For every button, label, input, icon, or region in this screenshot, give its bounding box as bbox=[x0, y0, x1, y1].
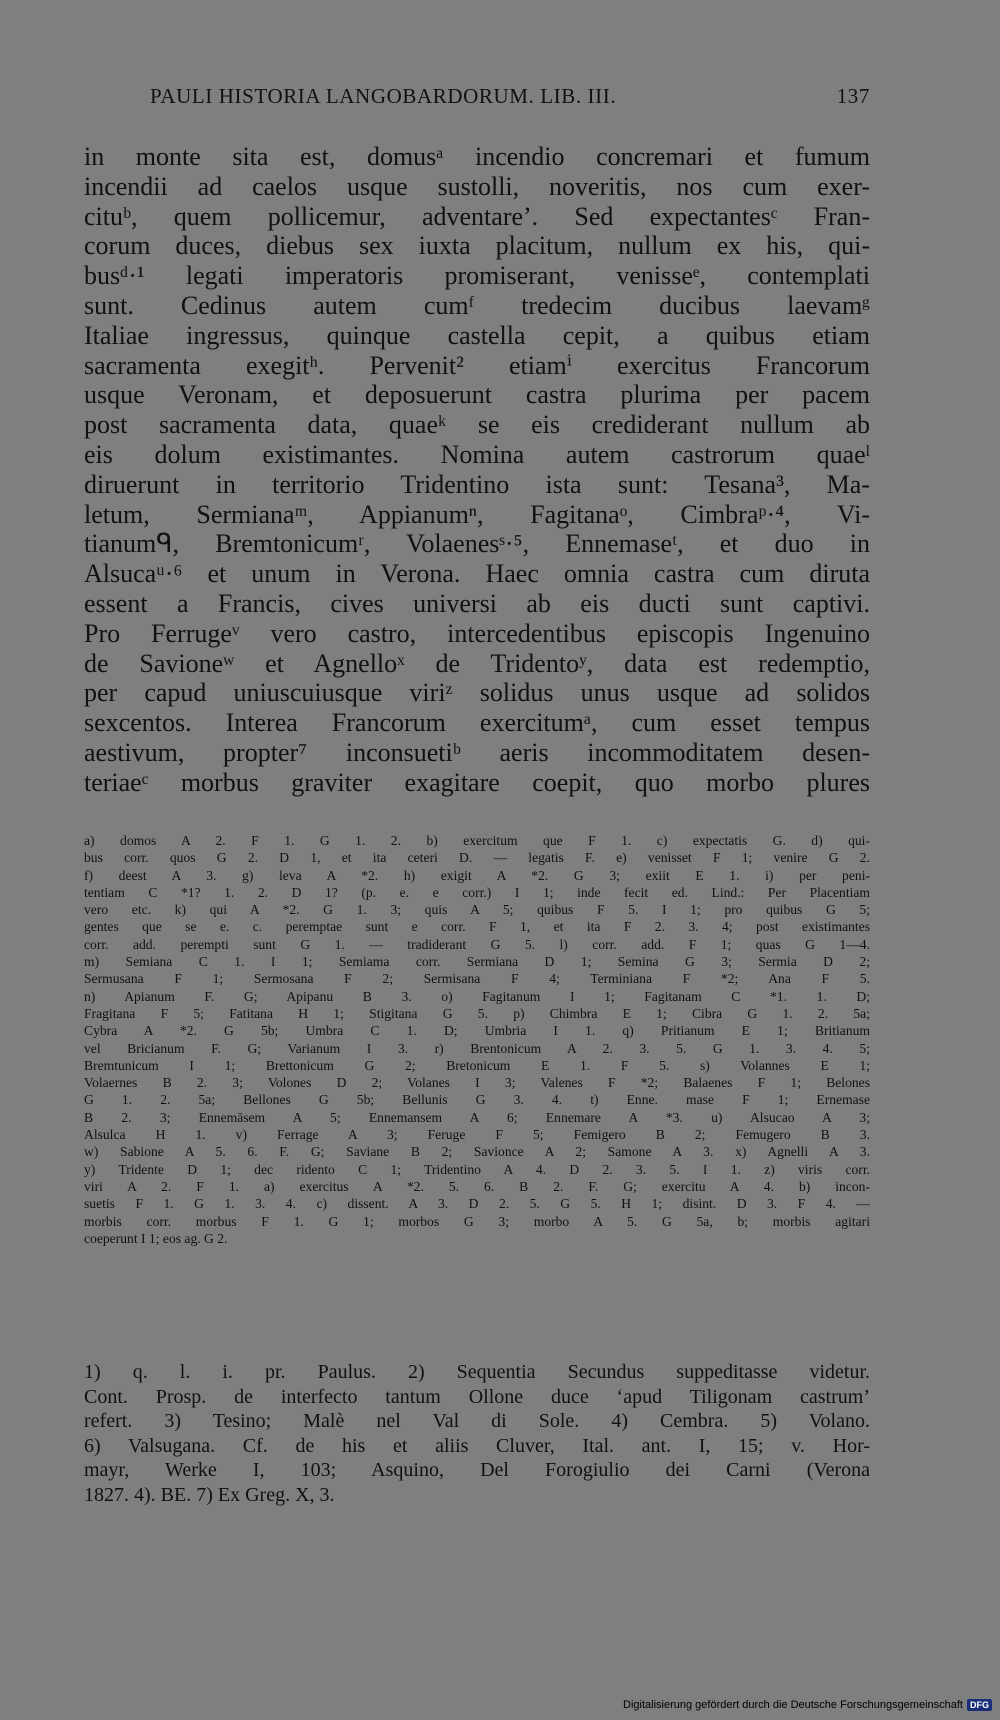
text-line: eis dolum existimantes. Nomina autem castrorum quaeˡ bbox=[84, 439, 870, 469]
text-line: busᵈ·¹ legati imperatoris promiserant, venisseᵉ, contemplati bbox=[84, 261, 870, 291]
main-text bbox=[84, 142, 870, 798]
apparatus-line: tentiam C *1? 1. 2. D 1? (p. e. e corr.) I 1; inde fecit ed. Lind.: Per Placentiam bbox=[84, 884, 870, 900]
text-line: Alsucaᵘ·⁶ et unum in Verona. Haec omnia castra cum diruta bbox=[84, 559, 870, 589]
credit-text: Digitalisierung gefördert durch die Deutsche Forschungsgemeinschaft bbox=[623, 1699, 963, 1711]
apparatus-line: Volaernes B 2. 3; Volones D 2; Volanes I 3; Valenes F *2; Balaenes F 1; Belones bbox=[84, 1075, 870, 1091]
apparatus-line: Fragitana F 5; Fatitana H 1; Stigitana G 5. p) Chimbra E 1; Cibra G 1. 2. 5a; bbox=[84, 1005, 870, 1021]
apparatus-line: corr. add. perempti sunt G 1. — tradiderant G 5. l) corr. add. F 1; quas G 1—4. bbox=[84, 936, 870, 952]
apparatus-line: morbis corr. morbus F 1. G 1; morbos G 3; morbo A 5. G 5a, b; morbis agitari bbox=[84, 1213, 870, 1229]
footnote-line: mayr, Werke I, 103; Asquino, Del Forogiulio dei Carni (Verona bbox=[84, 1459, 870, 1481]
page-number: 137 bbox=[836, 84, 870, 108]
footnotes bbox=[84, 1360, 870, 1507]
running-header bbox=[150, 84, 870, 114]
apparatus-line: y) Tridente D 1; dec ridento C 1; Tridentino A 4. D 2. 3. 5. I 1. z) viris corr. bbox=[84, 1161, 870, 1177]
apparatus-line: B 2. 3; Ennemāsem A 5; Ennemansem A 6; Ennemare A *3. u) Alsucao A 3; bbox=[84, 1109, 870, 1125]
text-line: Italiae ingressus, quinque castella cepit, a quibus etiam bbox=[84, 320, 870, 350]
text-line: Pro Ferrugeᵛ vero castro, intercedentibus episcopis Ingenuino bbox=[84, 618, 870, 648]
text-line: teriaeᶜ morbus graviter exagitare coepit, quo morbo plures bbox=[84, 767, 870, 797]
text-line: letum, Sermianaᵐ, Appianumⁿ, Fagitanaᵒ, Cimbraᵖ·⁴, Vi- bbox=[84, 499, 870, 529]
footnote-line: 6) Valsugana. Cf. de his et aliis Cluver, Ital. ant. I, 15; v. Hor- bbox=[84, 1434, 870, 1457]
text-line: usque Veronam, et deposuerunt castra plurima per pacem bbox=[84, 380, 870, 410]
apparatus-line: coeperunt I 1; eos ag. G 2. bbox=[84, 1230, 228, 1246]
text-line: sunt. Cedinus autem cumᶠ tredecim ducibus laevamᵍ bbox=[84, 290, 870, 320]
text-line: per capud uniuscuiusque viriᶻ solidus unus usque ad solidos bbox=[84, 678, 870, 708]
apparatus-line: suetis F 1. G 1. 3. 4. c) dissent. A 3. D 2. 5. G 5. H 1; disint. D 3. F 4. — bbox=[84, 1196, 870, 1212]
apparatus-line: Cybra A *2. G 5b; Umbra C 1. D; Umbria I 1. q) Pritianum E 1; Britianum bbox=[84, 1023, 870, 1039]
text-line: corum duces, diebus sex iuxta placitum, nullum ex his, qui- bbox=[84, 231, 870, 261]
apparatus-line: vel Bricianum F. G; Varianum I 3. r) Brentonicum A 2. 3. 5. G 1. 3. 4. 5; bbox=[84, 1040, 870, 1056]
apparatus-line: bus corr. quos G 2. D 1, et ita ceteri D. — legatis F. e) venisset F 1; venire G 2. bbox=[84, 850, 870, 866]
apparatus-line: w) Sabione A 5. 6. F. G; Saviane B 2; Savionce A 2; Samone A 3. x) Agnelli A 3. bbox=[84, 1144, 870, 1160]
text-line: cituᵇ, quem pollicemur, adventare’. Sed expectantesᶜ Fran- bbox=[84, 201, 870, 231]
text-line: sacramenta exegitʰ. Pervenit² etiamⁱ exercitus Francorum bbox=[84, 350, 870, 380]
apparatus-line: a) domos A 2. F 1. G 1. 2. b) exercitum que F 1. c) expectatis G. d) qui- bbox=[84, 833, 870, 848]
text-line: essent a Francis, cives universi ab eis ducti sunt captivi. bbox=[84, 588, 870, 618]
apparatus-line: vero etc. k) qui A *2. G 1. 3; quis A 5; quibus F 5. I 1; pro quibus G 5; bbox=[84, 902, 870, 918]
apparatus-line: viri A 2. F 1. a) exercitus A *2. 5. 6. B 2. F. G; exercitu A 4. b) incon- bbox=[84, 1178, 870, 1194]
apparatus-line: n) Apianum F. G; Apipanu B 3. o) Fagitanum I 1; Fagitanam C *1. 1. D; bbox=[84, 988, 870, 1004]
text-line: tianumᑫ, Bremtonicumʳ, Volaenesˢ·⁵, Ennemaseᵗ, et duo in bbox=[84, 529, 870, 559]
footnote-line: Cont. Prosp. de interfecto tantum Ollone duce ‘apud Tiligonam castrum’ bbox=[84, 1385, 870, 1408]
apparatus-line: f) deest A 3. g) leva A *2. h) exigit A *2. G 3; exiit E 1. i) per peni- bbox=[84, 867, 870, 883]
digitization-credit bbox=[623, 1699, 992, 1711]
apparatus-line: gentes que se e. c. peremptae sunt e corr. F 1, et ita F 2. 3. 4; post existimantes bbox=[84, 919, 870, 935]
apparatus-line: Bremtunicum I 1; Brettonicum G 2; Bretonicum E 1. F 5. s) Volannes E 1; bbox=[84, 1057, 870, 1073]
apparatus-line: Sermusana F 1; Sermosana F 2; Sermisana F 4; Terminiana F *2; Ana F 5. bbox=[84, 971, 870, 987]
footnote-line: 1827. 4). BE. 7) Ex Greg. X, 3. bbox=[84, 1483, 335, 1506]
text-line: diruerunt in territorio Tridentino ista sunt: Tesana³, Ma- bbox=[84, 469, 870, 499]
apparatus-line: m) Semiana C 1. I 1; Semiama corr. Sermiana D 1; Semina G 3; Sermia D 2; bbox=[84, 954, 870, 970]
text-line: sexcentos. Interea Francorum exercitumᵃ, cum esset tempus bbox=[84, 708, 870, 738]
running-title: PAULI HISTORIA LANGOBARDORUM. LIB. III. bbox=[150, 84, 617, 108]
apparatus-line: G 1. 2. 5a; Bellones G 5b; Bellunis G 3. 4. t) Enne. mase F 1; Ernemase bbox=[84, 1092, 870, 1108]
text-line: aestivum, propter⁷ inconsuetiᵇ aeris incommoditatem desen- bbox=[84, 737, 870, 767]
apparatus-line: Alsulca H 1. v) Ferrage A 3; Feruge F 5; Femigero B 2; Femugero B 3. bbox=[84, 1127, 870, 1143]
text-line: incendii ad caelos usque sustolli, noveritis, nos cum exer- bbox=[84, 171, 870, 201]
footnote-line: 1) q. l. i. pr. Paulus. 2) Sequentia Secundus suppeditasse videtur. bbox=[84, 1361, 870, 1383]
text-line: in monte sita est, domusᵃ incendio concremari et fumum bbox=[84, 142, 870, 171]
text-line: post sacramenta data, quaeᵏ se eis crediderant nullum ab bbox=[84, 410, 870, 440]
variant-apparatus bbox=[84, 832, 870, 1247]
text-line: de Savioneʷ et Agnelloˣ de Tridentoʸ, data est redemptio, bbox=[84, 648, 870, 678]
footnote-line: refert. 3) Tesino; Malè nel Val di Sole. 4) Cembra. 5) Volano. bbox=[84, 1410, 870, 1432]
dfg-logo-icon: DFG bbox=[967, 1699, 992, 1711]
